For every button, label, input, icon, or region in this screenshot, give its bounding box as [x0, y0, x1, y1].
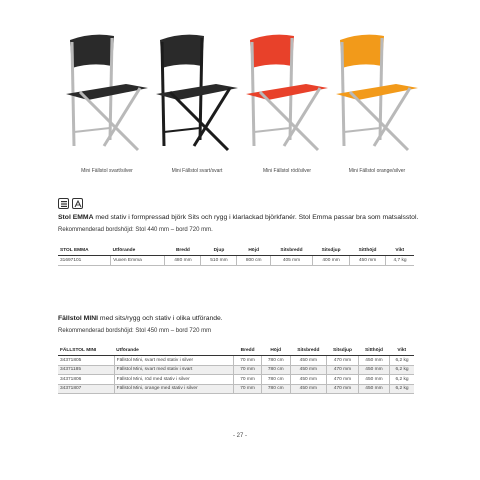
column-header: FÄLLSTOL MINI	[58, 345, 114, 356]
emma-title	[58, 214, 418, 221]
table-cell: Fällstol Mini, svart med stativ i silver	[114, 356, 234, 366]
column-header: Utförande	[114, 345, 234, 356]
table-row	[58, 384, 414, 394]
table-cell: 70 mm	[234, 356, 261, 366]
emma-title-bold: Stol EMMA	[58, 214, 94, 221]
mini-title	[58, 315, 223, 322]
table-row	[58, 256, 414, 266]
mini-recommend: Rekommenderad bordshöjd: Stol 450 mm – bord 720 mm	[58, 328, 212, 334]
fold-icon	[72, 198, 83, 209]
table-cell: 450 mm	[358, 356, 389, 366]
table-cell: 450 mm	[350, 256, 386, 266]
table-cell: 400 mm	[313, 256, 350, 266]
column-header: Bredd	[234, 345, 261, 356]
chair-image	[322, 22, 432, 162]
table-cell: 480 mm	[165, 256, 201, 266]
emma-spec-table	[58, 245, 414, 266]
table-cell: 34371805	[58, 356, 114, 366]
stack-icon	[58, 198, 69, 209]
table-cell: 470 mm	[327, 375, 359, 385]
column-header: Sitsdjup	[313, 245, 350, 256]
table-cell: 34371806	[58, 375, 114, 385]
table-cell: 6,2 kg	[390, 356, 415, 366]
table-cell: 31697101	[58, 256, 111, 266]
chair-caption: Mini Fällstol svart/silver	[81, 168, 133, 174]
table-cell: 780 cm	[261, 384, 290, 394]
table-cell: 34371185	[58, 365, 114, 375]
table-cell: 70 mm	[234, 375, 261, 385]
column-header: Höjd	[237, 245, 270, 256]
column-header: STOL EMMA	[58, 245, 111, 256]
table-cell: 70 mm	[234, 384, 261, 394]
table-cell: 470 mm	[327, 356, 359, 366]
chair-caption: Mini Fällstol orange/silver	[348, 168, 406, 174]
emma-title-rest: med stativ i formpressad björk Sits och rygg i klarlackad björkfanér. Stol Emma passar bra som matsalsstol.	[93, 214, 419, 221]
mini-spec-table	[58, 345, 414, 394]
table-cell: 470 mm	[327, 384, 359, 394]
emma-recommend: Rekommenderad bordshöjd: Stol 440 mm – bord 720 mm.	[58, 227, 213, 233]
table-cell: 4,7 kg	[386, 256, 414, 266]
table-cell: 450 mm	[358, 375, 389, 385]
table-cell: Fällstol Mini, röd med stativ i silver	[114, 375, 234, 385]
table-cell: Fällstol Mini, orange med stativ i silver	[114, 384, 234, 394]
table-cell: 70 mm	[234, 365, 261, 375]
column-header: Sitsbredd	[270, 245, 312, 256]
mini-title-bold: Fällstol MINI	[58, 315, 99, 322]
table-cell: 470 mm	[327, 365, 359, 375]
table-cell: 780 cm	[261, 356, 290, 366]
column-header: Djup	[201, 245, 237, 256]
table-cell: 450 mm	[290, 375, 326, 385]
table-cell: 800 cm	[237, 256, 270, 266]
table-cell: Vuxen Emma	[111, 256, 165, 266]
table-cell: 780 cm	[261, 375, 290, 385]
table-row	[58, 365, 414, 375]
table-cell: 34371807	[58, 384, 114, 394]
table-cell: 450 mm	[290, 384, 326, 394]
table-cell: 510 mm	[201, 256, 237, 266]
column-header: Sitthöjd	[358, 345, 389, 356]
page-number: - 27 -	[232, 433, 247, 439]
column-header: Bredd	[165, 245, 201, 256]
table-cell: 450 mm	[358, 365, 389, 375]
table-row	[58, 375, 414, 385]
column-header: Höjd	[261, 345, 290, 356]
table-cell: 6,2 kg	[390, 384, 415, 394]
table-cell: 780 cm	[261, 365, 290, 375]
column-header: Utförande	[111, 245, 165, 256]
column-header: Sitsbredd	[290, 345, 326, 356]
table-row	[58, 356, 414, 366]
chair-caption: Mini Fällstol röd/silver	[262, 168, 312, 174]
table-cell: 6,2 kg	[390, 375, 415, 385]
table-cell: Fällstol Mini, svart med stativ i svart	[114, 365, 234, 375]
column-header: Vikt	[386, 245, 414, 256]
table-cell: 450 mm	[290, 356, 326, 366]
table-cell: 6,2 kg	[390, 365, 415, 375]
chair-caption: Mini Fällstol svart/svart	[171, 168, 223, 174]
feature-icons	[58, 198, 83, 209]
table-cell: 450 mm	[290, 365, 326, 375]
column-header: Sitsdjup	[327, 345, 359, 356]
mini-title-rest: med sits/rygg och stativ i olika utförande.	[98, 315, 223, 322]
column-header: Vikt	[390, 345, 415, 356]
column-header: Sitthöjd	[350, 245, 386, 256]
table-cell: 450 mm	[358, 384, 389, 394]
table-cell: 405 mm	[270, 256, 312, 266]
